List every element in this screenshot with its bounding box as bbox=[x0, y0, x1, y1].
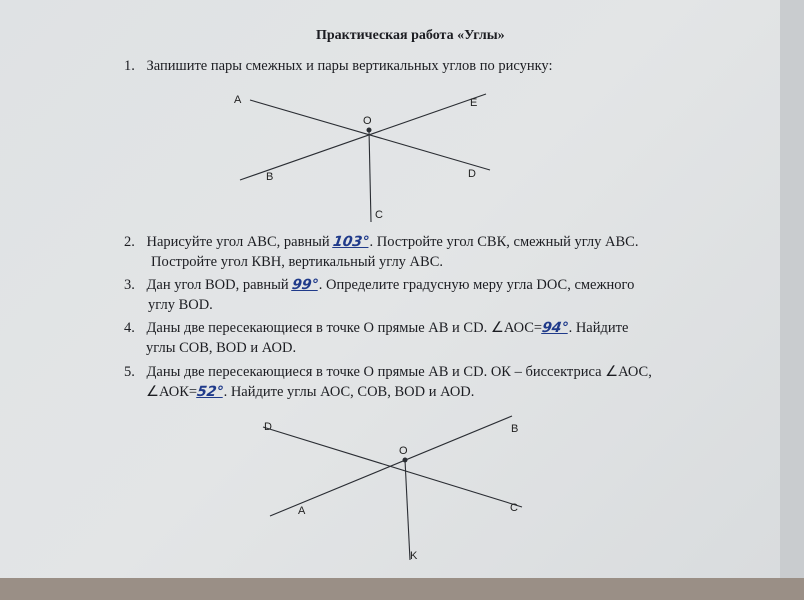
task-text-line2: углу ВОD. bbox=[148, 297, 213, 313]
line-be bbox=[240, 94, 486, 180]
task-text-part: Нарисуйте угол АВС, равный bbox=[146, 234, 334, 250]
point-o bbox=[367, 128, 372, 133]
label-o: O bbox=[399, 445, 408, 457]
line-dc bbox=[263, 427, 522, 507]
label-a: A bbox=[234, 94, 242, 106]
worksheet-title: Практическая работа «Углы» bbox=[316, 28, 505, 43]
task-number: 3. bbox=[124, 277, 135, 293]
task-text-part: Дан угол ВОD, равный bbox=[146, 277, 293, 293]
task-3 bbox=[124, 275, 634, 315]
task-text-part: . Постройте угол СВК, смежный углу АВС. bbox=[369, 234, 639, 250]
point-o bbox=[403, 458, 408, 463]
handwritten-answer: 94° bbox=[540, 320, 570, 336]
label-b: B bbox=[511, 423, 519, 435]
label-a: A bbox=[298, 505, 306, 517]
label-c: C bbox=[375, 209, 383, 221]
task-text-part: . Найдите bbox=[568, 320, 629, 336]
label-d: D bbox=[264, 421, 272, 433]
label-o: O bbox=[363, 115, 372, 127]
task-number: 5. bbox=[124, 364, 135, 380]
task-2 bbox=[124, 232, 638, 272]
handwritten-answer: 103° bbox=[332, 234, 371, 250]
task-text-part: ∠АОК= bbox=[146, 384, 198, 400]
task-text-part: Даны две пересекающиеся в точке О прямые АВ и CD. ∠АОС= bbox=[146, 320, 543, 336]
task-number: 2. bbox=[124, 234, 135, 250]
ray-ok bbox=[405, 460, 410, 560]
label-e: E bbox=[470, 97, 478, 109]
label-b: B bbox=[266, 171, 274, 183]
line-ab bbox=[270, 416, 512, 516]
task-4 bbox=[124, 318, 628, 358]
task-5 bbox=[124, 362, 652, 402]
task-text-part: . Найдите углы АОС, СОВ, ВОD и АОD. bbox=[223, 384, 475, 400]
task-text-line2: углы СОВ, ВОD и АОD. bbox=[146, 340, 297, 356]
task-number: 4. bbox=[124, 320, 135, 336]
task-text-line1: Даны две пересекающиеся в точке О прямые АВ и CD. ОК – биссектриса ∠АОС, bbox=[146, 364, 652, 380]
label-d: D bbox=[468, 168, 476, 180]
ray-oc bbox=[369, 130, 371, 222]
handwritten-answer: 99° bbox=[291, 277, 320, 293]
task-text-line2 bbox=[146, 382, 652, 402]
label-k: K bbox=[410, 550, 418, 562]
label-c: C bbox=[510, 502, 518, 514]
task-text: Запишите пары смежных и пары вертикальных углов по рисунку: bbox=[146, 58, 553, 74]
task-text-line2: Постройте угол КВН, вертикальный углу АВС. bbox=[151, 254, 443, 270]
task-number: 1. bbox=[124, 58, 135, 74]
handwritten-answer: 52° bbox=[195, 384, 225, 400]
task-text-part: . Определите градусную меру угла DОС, смежного bbox=[318, 277, 635, 293]
